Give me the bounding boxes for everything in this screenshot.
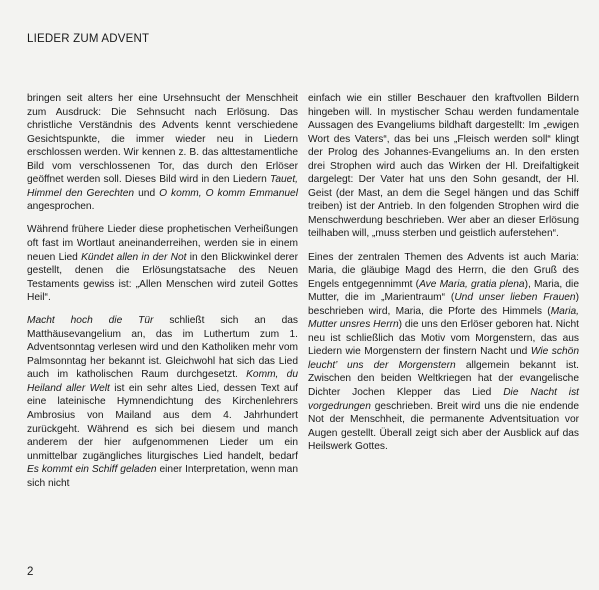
text-run: bringen seit alters her eine Ursehnsucht der Menschheit zum Ausdruck: Die Sehnsucht nach Erlösung. Das christliche Verständnis des Advents kennt verschiedene Gesichtspunkte, die immer wieder neu in Liedern erschlossen werden. Wir kennen z. B. das alttestamentliche Bild vom verschlossenen Tor, das durch den Erlöser geöffnet werden soll. Dieses Bild wird in den Liedern (27, 93, 298, 186)
running-header: LIEDER ZUM ADVENT (27, 33, 150, 45)
page-number: 2 (27, 566, 34, 578)
italic-title: Wie schön leucht’ uns der Morgenstern (308, 346, 579, 371)
text-run: in den Blickwinkel derer gestellt, denen die Erlösungstatsache des Neuen Testaments gewiss ist: „Allen Menschen wird zuteil Gottes Heil“. (27, 251, 298, 304)
italic-title: Es kommt ein Schiff geladen (27, 464, 157, 476)
paragraph (27, 92, 298, 214)
text-column-right (308, 92, 579, 463)
text-run: Während frühere Lieder diese prophetischen Verheißungen oft fast im Wortlaut aneinanderreihen, werden sie in einem neuen Lied (27, 224, 298, 263)
text-run: Eines der zentralen Themen des Advents ist auch Maria: Maria, die gläubige Magd des Herrn, die den Gruß des Engels entgegennimmt ( (308, 251, 579, 290)
italic-title: Komm, du Heiland aller Welt (27, 369, 298, 394)
text-run: ist ein sehr altes Lied, dessen Text auf eine lateinische Hymnendichtung des Kirchenlehrers Ambrosius von Mailand aus dem 4. Jahrhundert zurückgeht. Während es sich bei diesem und manch anderem der hier aufgenommenen Lieder um ein unmittelbar zugängliches liturgisches Lied handelt, bedarf (27, 382, 298, 462)
text-column-left (27, 92, 298, 500)
text-run: ) die uns den Erlöser geboren hat. Nicht neu ist schließlich das Motiv vom Morgenstern, das aus Liedern wie Morgenstern der finstern Nacht und (308, 319, 579, 358)
text-run: und (134, 187, 160, 199)
paragraph (308, 92, 579, 241)
italic-title: Kündet allen in der Not (81, 251, 187, 263)
text-run: ) beschrieben wird, Maria, die Pforte des Himmels ( (308, 292, 579, 317)
text-run: allgemein bekannt ist. Zwischen den beiden Weltkriegen hat der evangelische Dichter Jochen Klepper das Lied (308, 359, 579, 398)
italic-title: Macht hoch die Tür (27, 315, 154, 327)
text-run: ), Maria, die Mutter, die im „Marientraum“ ( (308, 278, 579, 304)
italic-title: Maria, Mutter unsres Herrn (308, 305, 579, 331)
paragraph (27, 314, 298, 490)
text-run: einfach wie ein stiller Beschauer den kraftvollen Bildern hingeben will. In mystischer Schau werden fundamentale Aussagen des Evangeliums bildhaft dargestellt: Im „ewigen Wort des Vaters“, das bei uns „Fleisch werden soll“ klingt der Prolog des Johannes-Evangeliums an. In den ersten drei Strophen wird auch das Wirken der Hl. Dreifaltigkeit dargelegt: Der Vater hat uns den Sohn gesandt, der Hl. Geist (der Mast, an dem die Segel hängen und das Schiff treiben) ist der Antrieb. In den folgenden Strophen wird die Menschwerdung beschrieben. Wer aber an dieser Erlösung teilhaben will, „muss sterben und geistlich auferstehen“. (308, 93, 579, 240)
italic-title: Und unser lieben Frauen (454, 292, 576, 304)
text-run: angesprochen. (27, 201, 95, 213)
paragraph (27, 223, 298, 304)
paragraph (308, 251, 579, 454)
italic-title: O komm, O komm Emmanuel (159, 187, 298, 199)
text-run: schließt sich an das Matthäusevangelium an, das im Luthertum zum 1. Adventsonntag verlesen wird und den Katholiken mehr vom Palmsonntag her bekannt ist. Gleichwohl hat sich das Lied auch im katholischen Raum durchgesetzt. (27, 315, 299, 381)
text-run: einer Interpretation, wenn man sich nicht (27, 464, 298, 489)
italic-title: Ave Maria, gratia plena (419, 278, 525, 290)
italic-title: Tauet, Himmel den Gerechten (27, 174, 298, 199)
text-run: geschrieben. Breit wird uns die nie endende Not der Menschheit, die permanente Adventsituation vor Augen gestellt. Überall zeigt sich aber der Ausblick auf das Heilswerk Gottes. (308, 400, 579, 453)
italic-title: Die Nacht ist vorgedrungen (308, 386, 579, 412)
